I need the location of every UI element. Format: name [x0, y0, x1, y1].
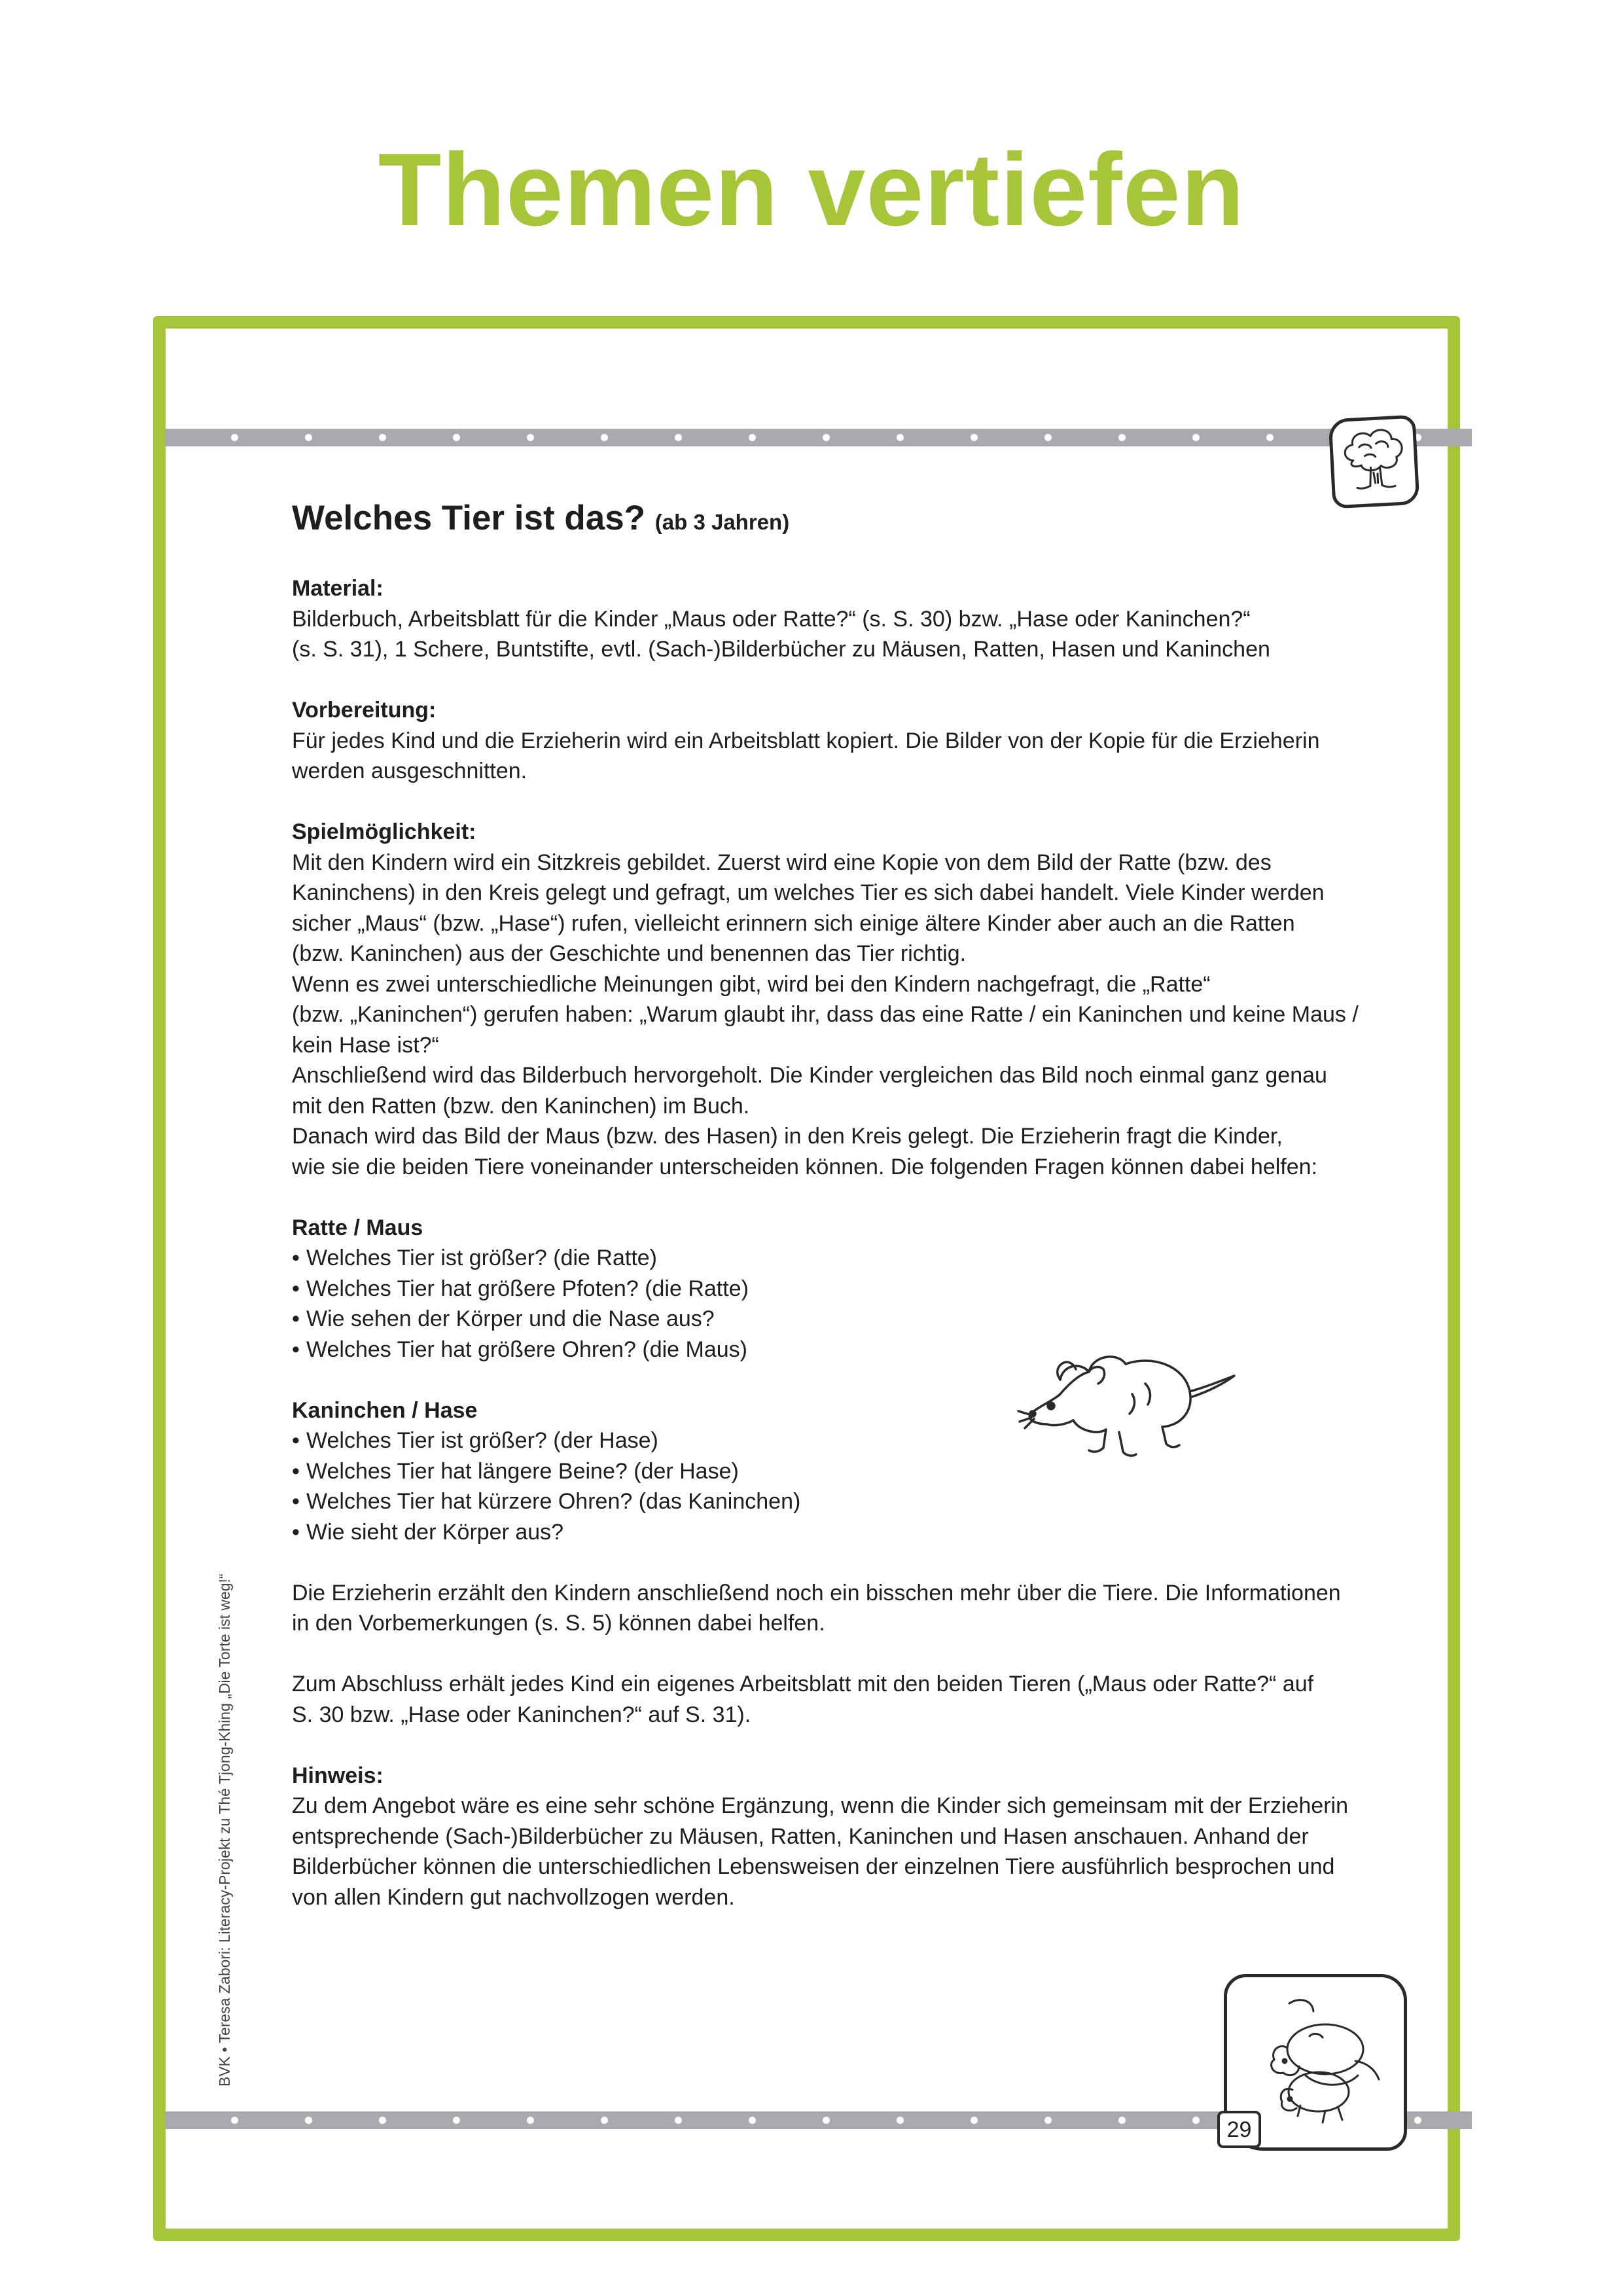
info-line: Die Erzieherin erzählt den Kindern anschließend noch ein bisschen mehr über die Tiere. Die Informationen	[292, 1580, 1341, 1605]
note-line: von allen Kindern gut nachvollzogen werden.	[292, 1884, 735, 1910]
rat-mouse-question: • Welches Tier ist größer? (die Ratte)	[292, 1243, 1372, 1274]
rat-mouse-question: • Welches Tier hat größere Ohren? (die Maus)	[292, 1335, 1372, 1365]
play-line: Kaninchens) in den Kreis gelegt und gefragt, um welches Tier es sich dabei handelt. Viele Kinder werden	[292, 880, 1325, 905]
activity-content	[292, 497, 1372, 1943]
mouse-illustration	[1008, 1329, 1250, 1466]
rat-mouse-label: Ratte / Maus	[292, 1215, 423, 1240]
material-section	[292, 573, 1372, 665]
tree-icon	[1329, 415, 1420, 509]
preparation-line: werden ausgeschnitten.	[292, 759, 527, 783]
material-line: (s. S. 31), 1 Schere, Buntstifte, evtl. (Sach-)Bilderbücher zu Mäusen, Ratten, Hasen und Kaninchen	[292, 637, 1270, 662]
material-label: Material:	[292, 576, 383, 601]
rat-mouse-question: • Wie sehen der Körper und die Nase aus?	[292, 1304, 1372, 1335]
note-section	[292, 1761, 1372, 1913]
closing-paragraph	[292, 1669, 1372, 1730]
play-line: Danach wird das Bild der Maus (bzw. des Hasen) in den Kreis gelegt. Die Erzieherin fragt die Kinder,	[292, 1124, 1283, 1149]
material-line: Bilderbuch, Arbeitsblatt für die Kinder „Maus oder Ratte?“ (s. S. 30) bzw. „Hase oder Kaninchen?“	[292, 606, 1251, 632]
info-paragraph	[292, 1578, 1372, 1639]
activity-heading	[292, 497, 1372, 543]
note-line: Zu dem Angebot wäre es eine sehr schöne Ergänzung, wenn die Kinder sich gemeinsam mit der Erzieherin	[292, 1793, 1348, 1818]
play-label: Spielmöglichkeit:	[292, 819, 476, 844]
side-credit: BVK • Teresa Zabori: Literacy-Projekt zu Thé Tjong-Khing „Die Torte ist weg!“	[216, 1573, 233, 2087]
play-line: kein Hase ist?“	[292, 1032, 439, 1058]
closing-line: S. 30 bzw. „Hase oder Kaninchen?“ auf S. 31).	[292, 1702, 751, 1727]
rabbit-hare-question: • Welches Tier hat längere Beine? (der Hase)	[292, 1456, 1372, 1487]
activity-title: Welches Tier ist das?	[292, 499, 646, 537]
rabbit-hare-question: • Wie sieht der Körper aus?	[292, 1517, 1372, 1548]
page-title: Themen vertiefen	[378, 132, 1245, 247]
closing-line: Zum Abschluss erhält jedes Kind ein eigenes Arbeitsblatt mit den beiden Tieren („Maus oder Ratte?“ auf	[292, 1672, 1314, 1696]
info-line: in den Vorbemerkungen (s. S. 5) können dabei helfen.	[292, 1611, 825, 1636]
play-line: (bzw. Kaninchen) aus der Geschichte und benennen das Tier richtig.	[292, 941, 967, 966]
play-section	[292, 817, 1372, 1182]
rabbit-hare-question: • Welches Tier hat kürzere Ohren? (das Kaninchen)	[292, 1486, 1372, 1517]
activity-age: (ab 3 Jahren)	[654, 510, 790, 534]
play-line: Anschließend wird das Bilderbuch hervorgeholt. Die Kinder vergleichen das Bild noch einmal ganz genau	[292, 1063, 1327, 1088]
rat-mouse-question: • Welches Tier hat größere Pfoten? (die Ratte)	[292, 1274, 1372, 1304]
rabbit-hare-question: • Welches Tier ist größer? (der Hase)	[292, 1426, 1372, 1456]
play-line: wie sie die beiden Tiere voneinander unterscheiden können. Die folgenden Fragen können dabei helfen:	[292, 1154, 1318, 1179]
note-label: Hinweis:	[292, 1763, 383, 1788]
preparation-label: Vorbereitung:	[292, 698, 437, 723]
preparation-line: Für jedes Kind und die Erzieherin wird ein Arbeitsblatt kopiert. Die Bilder von der Kopie für die Erzieherin	[292, 728, 1320, 753]
play-line: (bzw. „Kaninchen“) gerufen haben: „Warum glaubt ihr, dass das eine Ratte / ein Kaninchen und keine Maus /	[292, 1002, 1359, 1027]
preparation-section	[292, 695, 1372, 787]
dotted-band-top	[165, 429, 1472, 446]
note-line: entsprechende (Sach-)Bilderbücher zu Mäusen, Ratten, Kaninchen und Hasen anschauen. Anhand der	[292, 1823, 1309, 1849]
page-number: 29	[1217, 2111, 1261, 2148]
play-line: Mit den Kindern wird ein Sitzkreis gebildet. Zuerst wird eine Kopie von dem Bild der Ratte (bzw. des	[292, 850, 1272, 875]
rabbit-hare-label: Kaninchen / Hase	[292, 1397, 478, 1423]
play-line: sicher „Maus“ (bzw. „Hase“) rufen, vielleicht erinnern sich einige ältere Kinder aber auch an die Ratten	[292, 910, 1295, 936]
note-line: Bilderbücher können die unterschiedlichen Lebensweisen der einzelnen Tiere ausführlich besprochen und	[292, 1854, 1335, 1879]
play-line: Wenn es zwei unterschiedliche Meinungen gibt, wird bei den Kindern nachgefragt, die „Ratte“	[292, 971, 1211, 997]
play-line: mit den Ratten (bzw. den Kaninchen) im Buch.	[292, 1093, 750, 1119]
